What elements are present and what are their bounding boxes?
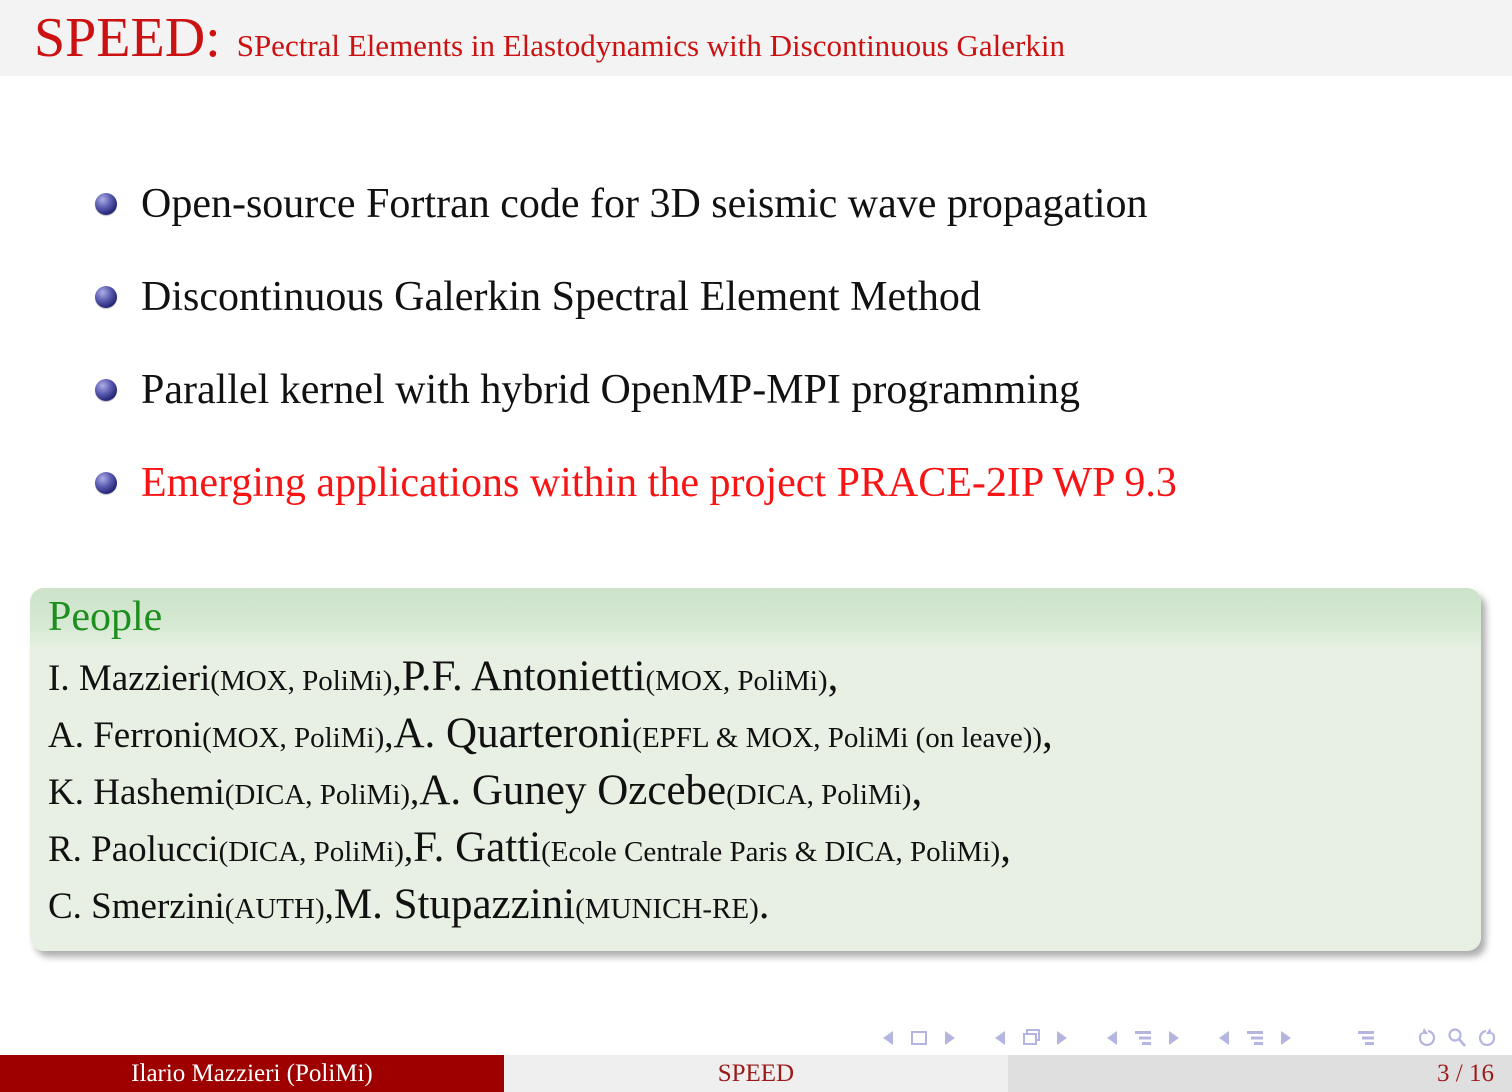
footline: [0, 1055, 1512, 1092]
nav-prev-section-icon[interactable]: [1212, 1026, 1236, 1050]
nav-prev-subsection-icon[interactable]: [1100, 1026, 1124, 1050]
person-name: ,: [410, 772, 420, 813]
person-affiliation: (AUTH): [224, 893, 325, 925]
person-name: .: [758, 881, 770, 928]
person-name: A. Guney Ozcebe: [419, 767, 727, 814]
frame-title: SPEED:: [34, 7, 221, 69]
person-name: K. Hashemi: [48, 772, 225, 813]
nav-next-subsection-icon[interactable]: [1162, 1026, 1186, 1050]
bullet-list: [95, 180, 1482, 552]
nav-subsection-icon[interactable]: [1131, 1026, 1155, 1050]
people-lines: [30, 646, 1481, 951]
people-line: [48, 652, 1481, 709]
person-name: ,: [403, 829, 414, 870]
person-name: ,: [392, 658, 402, 699]
person-name: M. Stupazzini: [333, 881, 576, 928]
person-affiliation: (DICA, PoliMi): [224, 779, 411, 811]
nav-next-frame-icon[interactable]: [1050, 1026, 1074, 1050]
person-name: ,: [827, 653, 839, 700]
ball-bullet-icon: [95, 193, 117, 215]
bullet-text: Open-source Fortran code for 3D seismic wave propagation: [141, 181, 1148, 227]
person-name: ,: [1000, 824, 1011, 871]
nav-group: [1414, 1026, 1500, 1050]
person-name: ,: [384, 715, 394, 756]
nav-group: [1354, 1026, 1378, 1050]
people-block-title: People: [48, 594, 163, 640]
nav-prev-frame-icon[interactable]: [988, 1026, 1012, 1050]
bullet-item: [95, 366, 1482, 414]
person-name: A. Quarteroni: [393, 710, 633, 757]
person-affiliation: (Ecole Centrale Paris & DICA, PoliMi): [541, 836, 1001, 868]
person-affiliation: (MOX, PoliMi): [645, 665, 828, 697]
person-affiliation: (MOX, PoliMi): [202, 722, 385, 754]
nav-group: [1212, 1026, 1298, 1050]
footer-short-title: SPEED: [504, 1055, 1008, 1092]
ball-bullet-icon: [95, 472, 117, 494]
person-affiliation: (MOX, PoliMi): [210, 665, 393, 697]
nav-prev-slide-icon[interactable]: [876, 1026, 900, 1050]
people-line: [48, 823, 1481, 880]
person-affiliation: (MUNICH-RE): [575, 893, 759, 925]
person-name: R. Paolucci: [48, 829, 219, 870]
person-affiliation: (DICA, PoliMi): [218, 836, 404, 868]
bullet-item: [95, 180, 1482, 228]
nav-forward-icon[interactable]: [1476, 1026, 1500, 1050]
bullet-text: Discontinuous Galerkin Spectral Element Method: [141, 274, 981, 320]
people-line: [48, 709, 1481, 766]
person-name: A. Ferroni: [48, 715, 203, 756]
frame-title-bar: [0, 0, 1512, 76]
ball-bullet-icon: [95, 286, 117, 308]
nav-group: [876, 1026, 962, 1050]
nav-next-slide-icon[interactable]: [938, 1026, 962, 1050]
people-block-title-bar: [30, 588, 1481, 646]
people-block: [30, 588, 1481, 951]
frame-subtitle: SPectral Elements in Elastodynamics with Discontinuous Galerkin: [236, 28, 1065, 63]
person-name: F. Gatti: [413, 824, 542, 871]
ball-bullet-icon: [95, 379, 117, 401]
nav-frame-icon[interactable]: [907, 1026, 931, 1050]
bullet-item: [95, 459, 1482, 507]
footer-author: Ilario Mazzieri (PoliMi): [0, 1055, 504, 1092]
footer-page-number: 3 / 16: [1008, 1055, 1512, 1092]
nav-section-icon[interactable]: [1243, 1026, 1267, 1050]
nav-next-section-icon[interactable]: [1274, 1026, 1298, 1050]
person-affiliation: (DICA, PoliMi): [726, 779, 912, 811]
bullet-item: [95, 273, 1482, 321]
bullet-text: Emerging applications within the project PRACE-2IP WP 9.3: [141, 460, 1177, 506]
people-line: [48, 766, 1481, 823]
nav-group: [988, 1026, 1074, 1050]
person-name: ,: [1042, 710, 1053, 757]
person-affiliation: (EPFL & MOX, PoliMi (on leave)): [632, 722, 1043, 754]
person-name: C. Smerzini: [48, 886, 225, 927]
nav-group: [1100, 1026, 1186, 1050]
nav-frames-icon[interactable]: [1019, 1026, 1043, 1050]
bullet-text: Parallel kernel with hybrid OpenMP-MPI programming: [141, 367, 1081, 413]
person-name: ,: [911, 767, 923, 814]
nav-back-icon[interactable]: [1414, 1026, 1438, 1050]
nav-presentation-icon[interactable]: [1354, 1026, 1378, 1050]
people-line: [48, 880, 1481, 937]
person-name: ,: [324, 886, 334, 927]
nav-search-icon[interactable]: [1445, 1026, 1469, 1050]
nav-bar: [850, 1026, 1500, 1050]
person-name: I. Mazzieri: [48, 658, 211, 699]
person-name: P.F. Antonietti: [401, 653, 646, 700]
